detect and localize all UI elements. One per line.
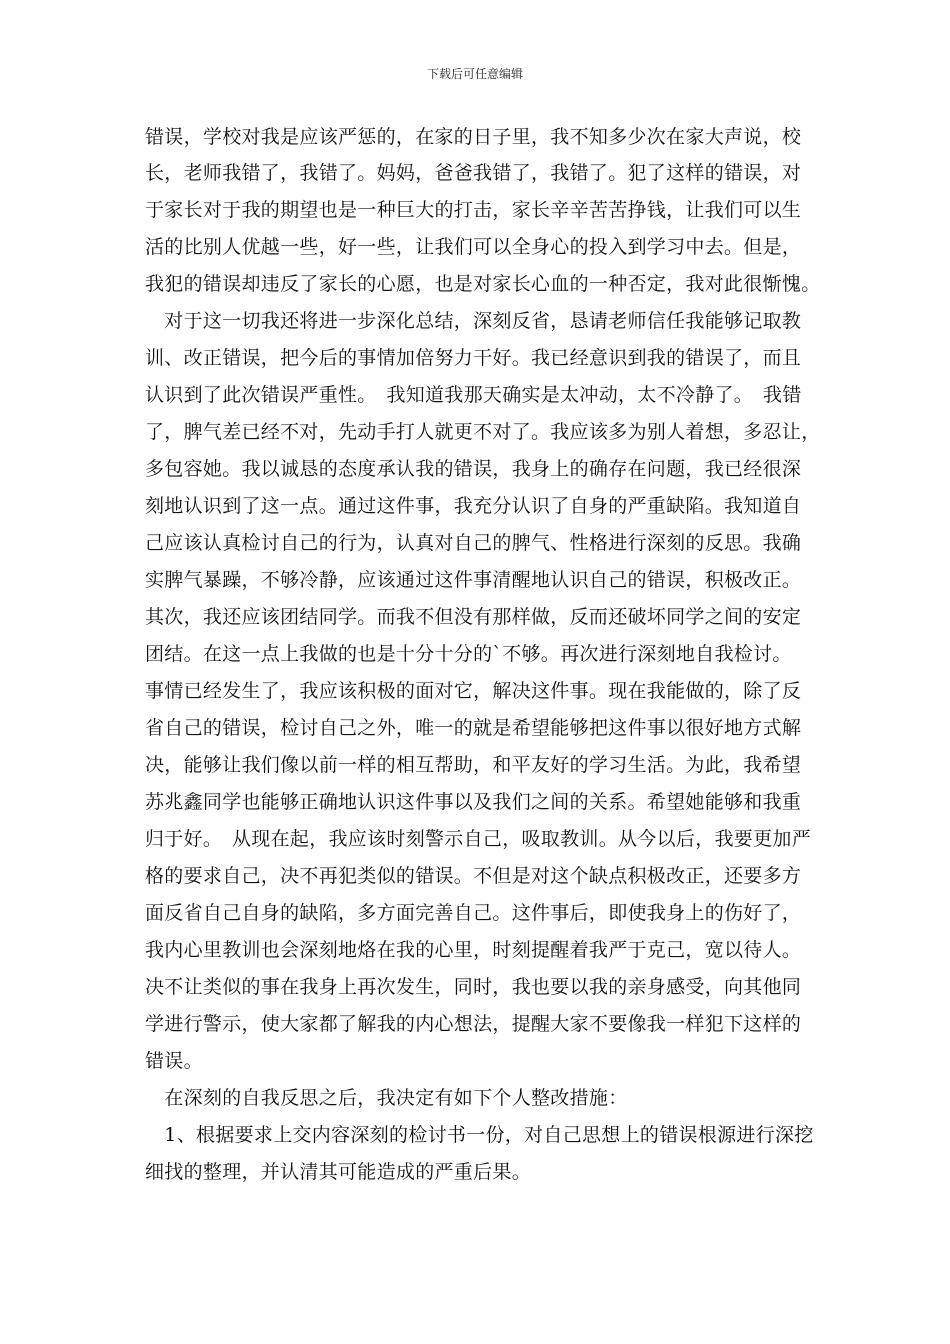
body-line: 省自己的错误，检讨自己之外，唯一的就是希望能够把这件事以很好地方式解 <box>145 717 802 739</box>
body-line: 决，能够让我们像以前一样的相互帮助，和平友好的学习生活。为此，我希望 <box>145 754 802 776</box>
body-line: 1、根据要求上交内容深刻的检讨书一份，对自己思想上的错误根源进行深挖 <box>145 1124 814 1146</box>
body-line: 于家长对于我的期望也是一种巨大的打击，家长辛辛苦苦挣钱，让我们可以生 <box>145 199 802 221</box>
body-line: 在深刻的自我反思之后，我决定有如下个人整改措施： <box>145 1087 628 1109</box>
body-line: 事情已经发生了，我应该积极的面对它，解决这件事。现在我能做的，除了反 <box>145 680 802 702</box>
body-line: 己应该认真检讨自己的行为，认真对自己的脾气、性格进行深刻的反思。我确 <box>145 532 802 554</box>
body-line: 我犯的错误却违反了家长的心愿，也是对家长心血的一种否定，我对此很惭愧。 <box>145 273 821 295</box>
body-line: 决不让类似的事在我身上再次发生，同时，我也要以我的亲身感受，向其他同 <box>145 976 802 998</box>
body-line: 细找的整理，并认清其可能造成的严重后果。 <box>145 1161 532 1183</box>
body-line: 刻地认识到了这一点。通过这件事，我充分认识了自身的严重缺陷。我知道自 <box>145 495 802 517</box>
body-line: 面反省自己自身的缺陷，多方面完善自己。这件事后，即使我身上的伤好了， <box>145 902 802 924</box>
body-line: 长，老师我错了，我错了。妈妈，爸爸我错了，我错了。犯了这样的错误，对 <box>145 162 802 184</box>
body-line: 对于这一切我还将进一步深化总结，深刻反省，恳请老师信任我能够记取教 <box>145 310 802 332</box>
body-line: 训、改正错误，把今后的事情加倍努力干好。我已经意识到我的错误了，而且 <box>145 347 802 369</box>
body-line: 实脾气暴躁，不够冷静，应该通过这件事清醒地认识自己的错误，积极改正。 <box>145 569 802 591</box>
body-line: 团结。在这一点上我做的也是十分十分的`不够。再次进行深刻地自我检讨。 <box>145 643 792 665</box>
body-line: 我内心里教训也会深刻地烙在我的心里，时刻提醒着我严于克己，宽以待人。 <box>145 939 802 961</box>
body-line: 学进行警示，使大家都了解我的内心想法，提醒大家不要像我一样犯下这样的 <box>145 1013 802 1035</box>
body-line: 错误，学校对我是应该严惩的，在家的日子里，我不知多少次在家大声说，校 <box>145 126 802 148</box>
page-header: 下载后可任意编辑 <box>426 67 523 81</box>
body-line: 格的要求自己，决不再犯类似的错误。不但是对这个缺点积极改正，还要多方 <box>145 865 802 887</box>
body-line: 归于好。 从现在起，我应该时刻警示自己，吸取教训。从今以后，我要更加严 <box>145 828 812 850</box>
body-line: 其次，我还应该团结同学。而我不但没有那样做，反而还破坏同学之间的安定 <box>145 606 802 628</box>
body-line: 苏兆鑫同学也能够正确地认识这件事以及我们之间的关系。希望她能够和我重 <box>145 791 802 813</box>
body-line: 了，脾气差已经不对，先动手打人就更不对了。我应该多为别人着想，多忍让， <box>145 421 821 443</box>
body-line: 多包容她。我以诚恳的态度承认我的错误，我身上的确存在问题，我已经很深 <box>145 458 802 480</box>
body-line: 活的比别人优越一些，好一些，让我们可以全身心的投入到学习中去。但是， <box>145 236 802 258</box>
body-line: 认识到了此次错误严重性。 我知道我那天确实是太冲动，太不冷静了。 我错 <box>145 384 802 406</box>
body-line: 错误。 <box>145 1050 203 1072</box>
